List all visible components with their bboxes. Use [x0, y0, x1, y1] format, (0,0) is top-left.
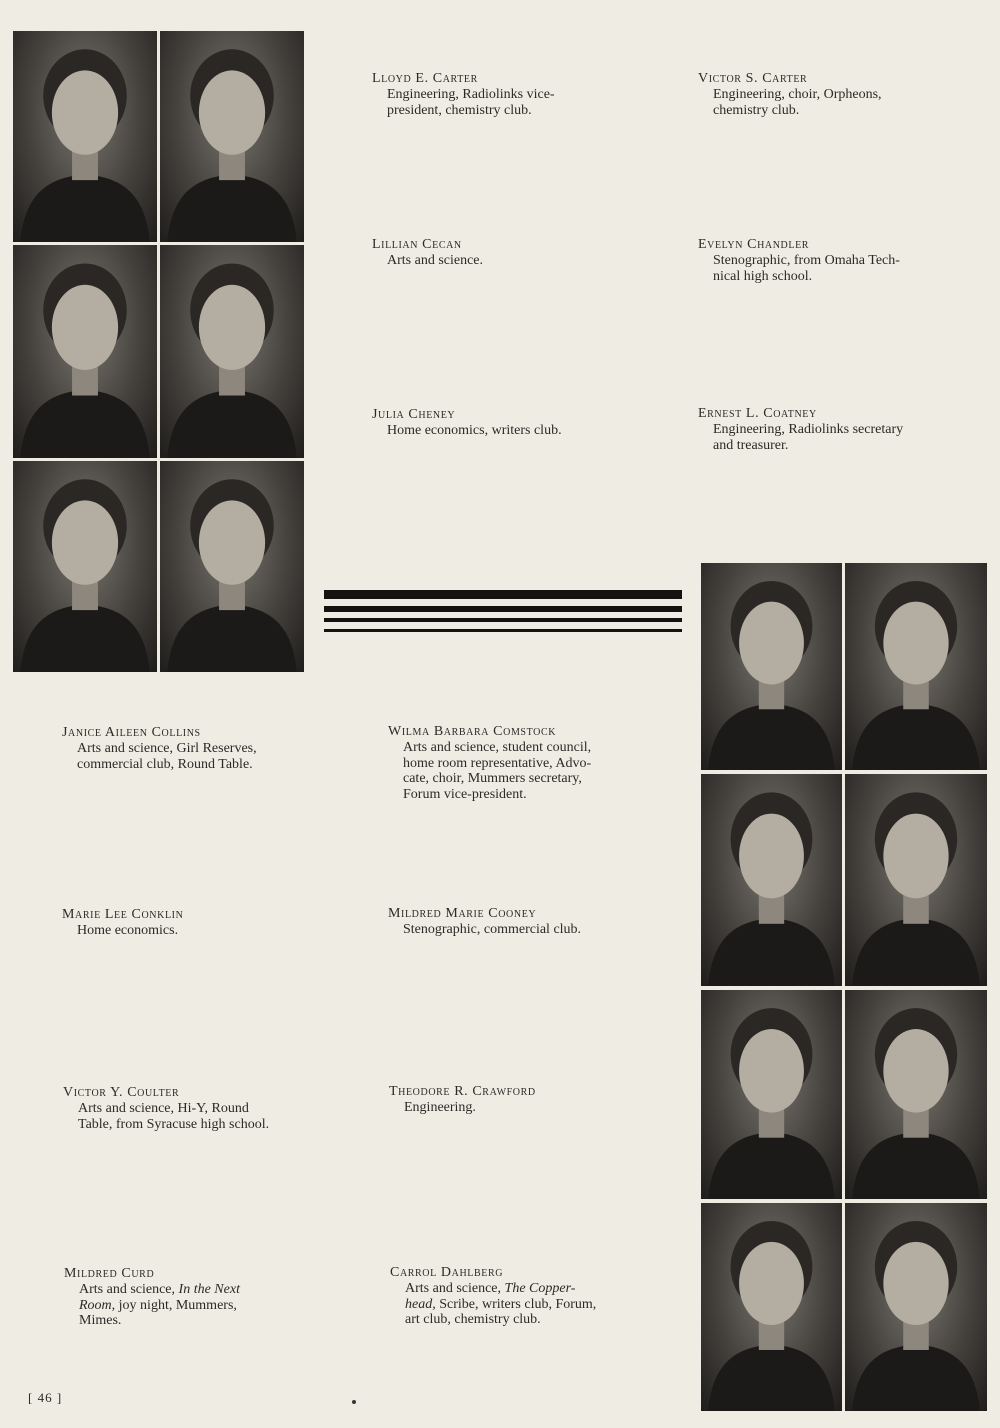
- student-activities: Home economics, writers club.: [387, 423, 562, 438]
- student-entry: [62, 907, 308, 939]
- student-name: Evelyn Chandler: [698, 237, 810, 252]
- student-name: Marie Lee Conklin: [62, 907, 184, 922]
- portrait-photo: [845, 990, 987, 1199]
- portrait-photo: [701, 563, 842, 770]
- photo-grid-top-left: [13, 31, 304, 672]
- student-activities: Engineering, Radiolinks secretary and treasurer.: [713, 422, 904, 453]
- student-activities: Stenographic, from Omaha Tech- nical high school.: [713, 253, 900, 284]
- student-entry: [372, 71, 620, 118]
- student-entry: [698, 406, 944, 453]
- rule-line: [324, 618, 682, 622]
- portrait-silhouette: [845, 1203, 987, 1411]
- student-entry: [698, 71, 944, 118]
- student-entry: [62, 725, 308, 772]
- student-entry: [64, 1266, 310, 1329]
- portrait-photo: [13, 245, 157, 458]
- portrait-photo: [13, 31, 157, 242]
- portrait-silhouette: [13, 461, 157, 672]
- student-activities: Home economics.: [77, 923, 179, 938]
- portrait-silhouette: [13, 31, 157, 242]
- portrait-silhouette: [701, 990, 842, 1199]
- student-entry: [698, 237, 944, 284]
- student-name: Carrol Dahlberg: [390, 1265, 504, 1280]
- student-entry: [388, 906, 636, 938]
- portrait-photo: [13, 461, 157, 672]
- student-entry: [372, 237, 620, 269]
- portrait-photo: [160, 31, 304, 242]
- student-name: Lloyd E. Carter: [372, 71, 478, 86]
- portrait-silhouette: [701, 774, 842, 986]
- portrait-photo: [845, 774, 987, 986]
- rule-line: [324, 606, 682, 612]
- portrait-photo: [701, 990, 842, 1199]
- portrait-silhouette: [845, 563, 987, 770]
- portrait-silhouette: [160, 31, 304, 242]
- student-name: Wilma Barbara Comstock: [388, 724, 557, 739]
- portrait-silhouette: [845, 774, 987, 986]
- portrait-silhouette: [160, 245, 304, 458]
- student-activities: Arts and science, student council, home room representative, Advo- cate, choir, Mummers secretary, Forum vice-president.: [403, 740, 592, 802]
- student-entry: [390, 1265, 636, 1328]
- student-entry: [389, 1084, 637, 1116]
- portrait-silhouette: [13, 245, 157, 458]
- rule-line: [324, 629, 682, 632]
- student-name: Theodore R. Crawford: [389, 1084, 536, 1099]
- student-name: Mildred Marie Cooney: [388, 906, 537, 921]
- student-activities: Stenographic, commercial club.: [403, 922, 582, 937]
- student-name: Victor S. Carter: [698, 71, 808, 86]
- student-activities: Arts and science, In the Next Room, joy night, Mummers, Mimes.: [79, 1282, 240, 1328]
- page-number: [ 46 ]: [28, 1390, 63, 1405]
- student-entry: [63, 1085, 309, 1132]
- portrait-silhouette: [701, 563, 842, 770]
- portrait-silhouette: [160, 461, 304, 672]
- portrait-photo: [845, 1203, 987, 1411]
- student-name: Ernest L. Coatney: [698, 406, 817, 421]
- student-name: Victor Y. Coulter: [63, 1085, 180, 1100]
- student-activities: Arts and science, The Copper- head, Scribe, writers club, Forum, art club, chemistry club.: [405, 1281, 597, 1327]
- student-entry: [372, 407, 620, 439]
- student-activities: Arts and science, Girl Reserves, commercial club, Round Table.: [77, 741, 257, 772]
- student-entry: [388, 724, 636, 802]
- student-name: Julia Cheney: [372, 407, 456, 422]
- portrait-photo: [845, 563, 987, 770]
- student-activities: Engineering, choir, Orpheons, chemistry club.: [713, 87, 882, 118]
- student-name: Mildred Curd: [64, 1266, 155, 1281]
- student-name: Lillian Cecan: [372, 237, 462, 252]
- portrait-photo: [160, 245, 304, 458]
- portrait-photo: [701, 1203, 842, 1411]
- rule-line: [324, 590, 682, 599]
- student-activities: Engineering, Radiolinks vice- president, chemistry club.: [387, 87, 555, 118]
- portrait-silhouette: [845, 990, 987, 1199]
- portrait-silhouette: [701, 1203, 842, 1411]
- portrait-photo: [701, 774, 842, 986]
- photo-grid-bottom-right: [701, 563, 987, 1411]
- portrait-photo: [160, 461, 304, 672]
- student-activities: Engineering.: [404, 1100, 476, 1115]
- print-speck: [352, 1400, 356, 1404]
- student-activities: Arts and science.: [387, 253, 484, 268]
- student-activities: Arts and science, Hi-Y, Round Table, from Syracuse high school.: [78, 1101, 270, 1132]
- student-name: Janice Aileen Collins: [62, 725, 201, 740]
